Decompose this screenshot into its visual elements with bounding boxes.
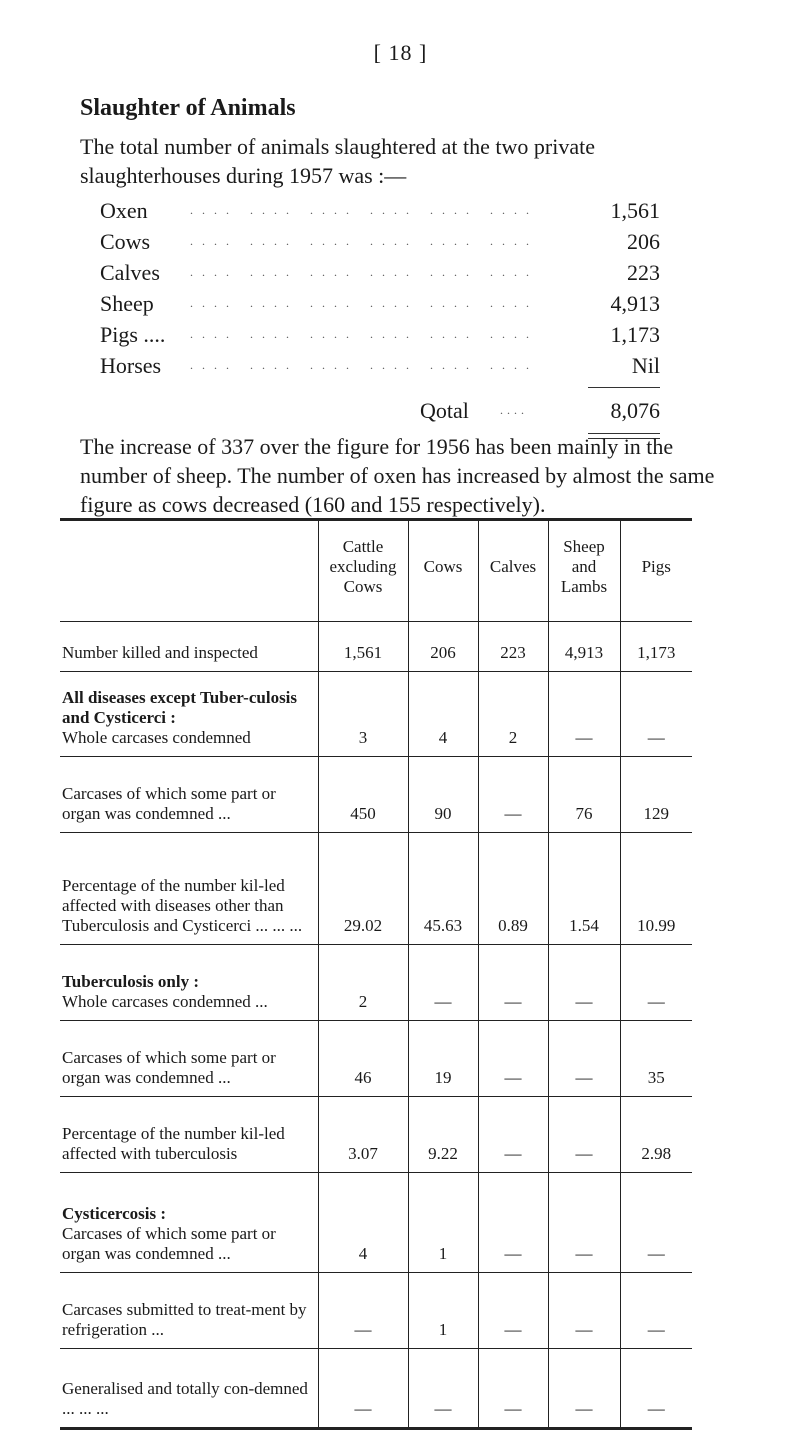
table-cell: — bbox=[478, 945, 548, 1021]
row-label: Generalised and totally con-demned ... ... ... bbox=[62, 1379, 308, 1418]
table-cell: — bbox=[478, 1349, 548, 1429]
row-label: Whole carcases condemned bbox=[62, 728, 251, 747]
total-label: Qotal bbox=[420, 398, 469, 423]
table-cell: 45.63 bbox=[408, 833, 478, 945]
intro-paragraph: The total number of animals slaughtered at the two private slaughterhouses during 1957 was :— bbox=[80, 134, 596, 188]
table-row bbox=[60, 1349, 692, 1429]
table-row bbox=[60, 672, 692, 757]
table-cell: — bbox=[620, 945, 692, 1021]
table-row bbox=[60, 1173, 692, 1273]
tally-label: Cows bbox=[100, 226, 156, 257]
total-dots: .... bbox=[500, 403, 528, 417]
tally-rows bbox=[100, 195, 660, 381]
table-cell: — bbox=[548, 945, 620, 1021]
tally-dots: .... .... .... .... .... .... bbox=[190, 327, 538, 341]
section-heading: Slaughter of Animals bbox=[80, 95, 296, 121]
row-label-cell bbox=[60, 945, 318, 1021]
total-rule bbox=[588, 387, 660, 388]
tally-label: Oxen bbox=[100, 195, 154, 226]
table-body bbox=[60, 622, 692, 1429]
row-label-cell bbox=[60, 1021, 318, 1097]
tally-label: Sheep bbox=[100, 288, 160, 319]
tally-row bbox=[100, 195, 660, 226]
table-row bbox=[60, 622, 692, 672]
table-cell: — bbox=[478, 1021, 548, 1097]
tally-value: 1,173 bbox=[610, 322, 660, 347]
table-cell: — bbox=[548, 672, 620, 757]
tally-label: Pigs .... bbox=[100, 319, 171, 350]
table-cell: 4 bbox=[318, 1173, 408, 1273]
table-cell: — bbox=[548, 1021, 620, 1097]
table-cell: — bbox=[478, 1097, 548, 1173]
table-cell: — bbox=[478, 757, 548, 833]
tally-dots: .... .... .... .... .... .... bbox=[190, 265, 538, 279]
tally-value: 223 bbox=[627, 260, 660, 285]
table-cell: 46 bbox=[318, 1021, 408, 1097]
table-cell: 1,561 bbox=[318, 622, 408, 672]
header-sheep: Sheep and Lambs bbox=[548, 520, 620, 622]
table-cell: — bbox=[548, 1349, 620, 1429]
header-blank bbox=[60, 520, 318, 622]
row-label-cell bbox=[60, 1349, 318, 1429]
table-cell: 1,173 bbox=[620, 622, 692, 672]
table-cell: 1 bbox=[408, 1273, 478, 1349]
tally-value: 1,561 bbox=[610, 198, 660, 223]
table-cell: — bbox=[478, 1173, 548, 1273]
row-label: Percentage of the number kil-led affected with tuberculosis bbox=[62, 1124, 285, 1163]
tally-dots: .... .... .... .... .... .... bbox=[190, 358, 538, 372]
row-label-cell bbox=[60, 1273, 318, 1349]
tally-row bbox=[100, 288, 660, 319]
table-row bbox=[60, 1021, 692, 1097]
header-pigs: Pigs bbox=[620, 520, 692, 622]
tally-row bbox=[100, 257, 660, 288]
table-cell: 76 bbox=[548, 757, 620, 833]
table-cell: — bbox=[318, 1349, 408, 1429]
table-cell: — bbox=[548, 1173, 620, 1273]
row-label: Number killed and inspected bbox=[62, 643, 258, 662]
table-cell: — bbox=[620, 1173, 692, 1273]
table-cell: 1 bbox=[408, 1173, 478, 1273]
table-cell: 223 bbox=[478, 622, 548, 672]
table-cell: 4,913 bbox=[548, 622, 620, 672]
row-label-cell bbox=[60, 622, 318, 672]
header-calves: Calves bbox=[478, 520, 548, 622]
table-cell: 129 bbox=[620, 757, 692, 833]
row-section-title: All diseases except Tuber-culosis and Cysticerci : bbox=[62, 688, 298, 727]
table-cell: 206 bbox=[408, 622, 478, 672]
table-cell: 1.54 bbox=[548, 833, 620, 945]
table-cell: 9.22 bbox=[408, 1097, 478, 1173]
table-cell: 90 bbox=[408, 757, 478, 833]
table-row bbox=[60, 1097, 692, 1173]
table-cell: 2.98 bbox=[620, 1097, 692, 1173]
row-section-title: Tuberculosis only : bbox=[62, 972, 199, 991]
table-cell: — bbox=[318, 1273, 408, 1349]
table-cell: — bbox=[408, 945, 478, 1021]
page-number: [ 18 ] bbox=[373, 40, 428, 65]
table-cell: — bbox=[620, 672, 692, 757]
tally-value: 4,913 bbox=[610, 291, 660, 316]
table-cell: 19 bbox=[408, 1021, 478, 1097]
row-label-cell bbox=[60, 672, 318, 757]
tally-row bbox=[100, 350, 660, 381]
tally-value: Nil bbox=[631, 353, 660, 378]
table-row bbox=[60, 945, 692, 1021]
row-label: Carcases of which some part or organ was condemned ... bbox=[62, 784, 276, 823]
tally-dots: .... .... .... .... .... .... bbox=[190, 203, 538, 217]
row-label-cell bbox=[60, 833, 318, 945]
table-row bbox=[60, 833, 692, 945]
tally-total-row bbox=[100, 395, 660, 426]
row-label-cell bbox=[60, 1173, 318, 1273]
row-label: Carcases submitted to treat-ment by refrigeration ... bbox=[62, 1300, 307, 1339]
table-cell: 450 bbox=[318, 757, 408, 833]
table-cell: 2 bbox=[318, 945, 408, 1021]
table-cell: 4 bbox=[408, 672, 478, 757]
row-label: Whole carcases condemned ... bbox=[62, 992, 268, 1011]
row-label: Carcases of which some part or organ was condemned ... bbox=[62, 1048, 276, 1087]
table-header-row bbox=[60, 520, 692, 622]
total-value: 8,076 bbox=[610, 398, 660, 423]
table-cell: — bbox=[478, 1273, 548, 1349]
header-cattle: Cattle excluding Cows bbox=[318, 520, 408, 622]
table-cell: — bbox=[620, 1273, 692, 1349]
note-paragraph: The increase of 337 over the figure for 1956 has been mainly in the number of sheep. The number of oxen has increased by almost the same figure as cows decreased (160 and 155 respectively). bbox=[80, 434, 715, 517]
tally-value: 206 bbox=[627, 229, 660, 254]
row-section-title: Cysticercosis : bbox=[62, 1204, 167, 1223]
tally-row bbox=[100, 226, 660, 257]
tally-row bbox=[100, 319, 660, 350]
row-label-cell bbox=[60, 757, 318, 833]
table-cell: — bbox=[548, 1273, 620, 1349]
table-cell: 35 bbox=[620, 1021, 692, 1097]
tally-label: Horses bbox=[100, 350, 167, 381]
table-cell: 3.07 bbox=[318, 1097, 408, 1173]
row-label-cell bbox=[60, 1097, 318, 1173]
row-label: Percentage of the number kil-led affected with diseases other than Tuberculosis and Cysticerci ... ... ... bbox=[62, 876, 303, 935]
table-cell: 0.89 bbox=[478, 833, 548, 945]
table-cell: 3 bbox=[318, 672, 408, 757]
table-cell: 29.02 bbox=[318, 833, 408, 945]
animal-tally bbox=[100, 195, 660, 426]
tally-dots: .... .... .... .... .... .... bbox=[190, 234, 538, 248]
inspection-table bbox=[60, 518, 692, 1430]
table-cell: — bbox=[548, 1097, 620, 1173]
table-cell: 10.99 bbox=[620, 833, 692, 945]
table-row bbox=[60, 757, 692, 833]
table-cell: — bbox=[408, 1349, 478, 1429]
row-label: Carcases of which some part or organ was condemned ... bbox=[62, 1224, 276, 1263]
header-cows: Cows bbox=[408, 520, 478, 622]
table-row bbox=[60, 1273, 692, 1349]
tally-label: Calves bbox=[100, 257, 166, 288]
table-cell: 2 bbox=[478, 672, 548, 757]
tally-dots: .... .... .... .... .... .... bbox=[190, 296, 538, 310]
table-cell: — bbox=[620, 1349, 692, 1429]
